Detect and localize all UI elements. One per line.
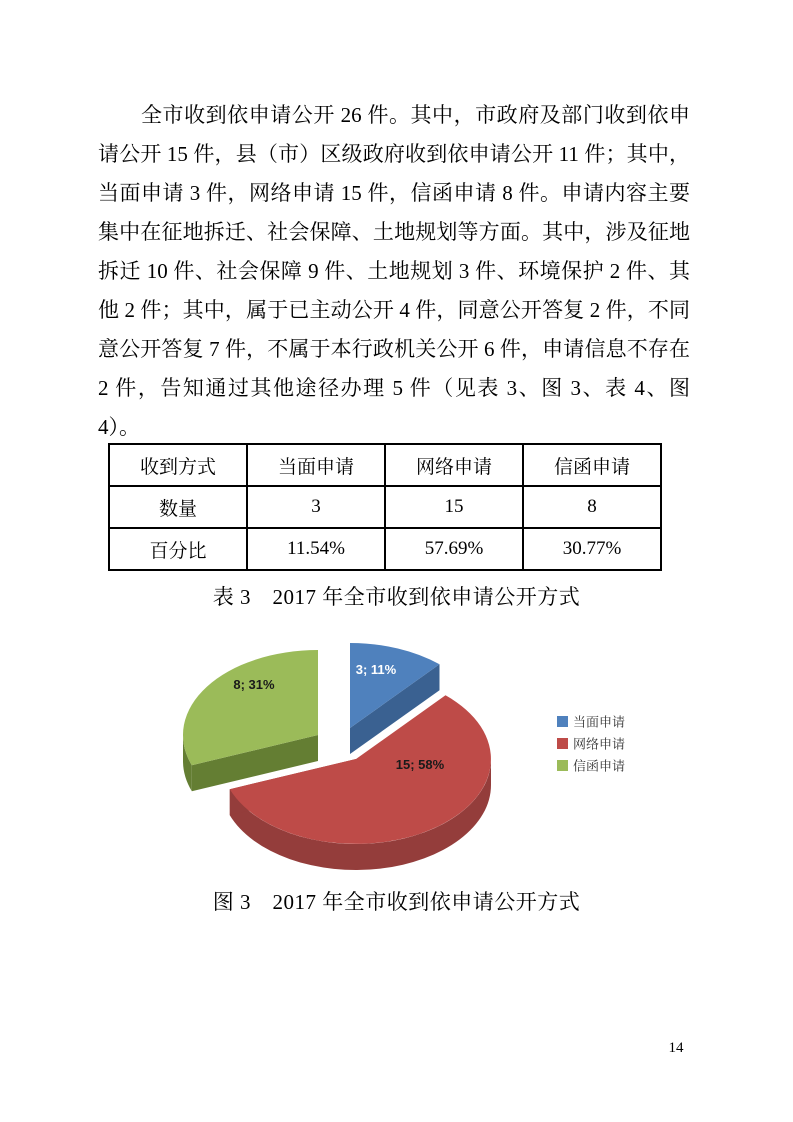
legend-color-swatch <box>557 760 568 771</box>
table-cell: 3 <box>247 486 385 528</box>
pie-chart <box>140 615 740 880</box>
figure-caption: 图 3 2017 年全市收到依申请公开方式 <box>212 890 581 914</box>
legend-item <box>557 759 625 774</box>
chart-legend <box>557 715 625 774</box>
table-cell: 数量 <box>109 486 247 528</box>
table-cell: 15 <box>385 486 523 528</box>
table-cell: 百分比 <box>109 528 247 570</box>
legend-color-swatch <box>557 716 568 727</box>
table-cell: 收到方式 <box>109 444 247 486</box>
page-number: 14 <box>668 1040 684 1056</box>
legend-label: 信函申请 <box>573 758 626 774</box>
table-cell: 信函申请 <box>523 444 661 486</box>
table-row <box>109 528 661 570</box>
table-cell: 8 <box>523 486 661 528</box>
pie-slice-letter <box>183 650 318 791</box>
legend-item <box>557 737 625 752</box>
legend-label: 网络申请 <box>573 736 626 752</box>
table-row <box>109 444 661 486</box>
legend-color-swatch <box>557 738 568 749</box>
table-cell: 网络申请 <box>385 444 523 486</box>
body-paragraph: 全市收到依申请公开 26 件。其中，市政府及部门收到依申请公开 15 件，县（市）区级政府收到依申请公开 11 件；其中，当面申请 3 件，网络申请 15 件，信函申请 8 件。申请内容主要集中在征地拆迁、社会保障、土地规划等方面。其中，涉及征地拆迁 10 件、社会保障 9 件、土地规划 3 件、环境保护 2 件、其他 2 件；其中，属于已主动公开 4 件，同意公开答复 2 件，不同意公开答复 7 件，不属于本行政机关公开 6 件，申请信息不存在 2 件，告知通过其他途径办理 5 件（见表 3、图 3、表 4、图 4）。 <box>98 103 690 439</box>
table-row <box>109 486 661 528</box>
pie-chart-figure <box>140 615 740 880</box>
requests-table <box>108 443 662 571</box>
pie-data-label: 8; 31% <box>233 677 275 692</box>
table-cell: 30.77% <box>523 528 661 570</box>
table-cell: 57.69% <box>385 528 523 570</box>
legend-item <box>557 715 625 730</box>
pie-data-label: 3; 11% <box>355 662 397 677</box>
legend-label: 当面申请 <box>573 714 626 730</box>
pie-data-label: 15; 58% <box>395 757 445 772</box>
table-cell: 当面申请 <box>247 444 385 486</box>
table-cell: 11.54% <box>247 528 385 570</box>
table-caption: 表 3 2017 年全市收到依申请公开方式 <box>212 585 581 609</box>
